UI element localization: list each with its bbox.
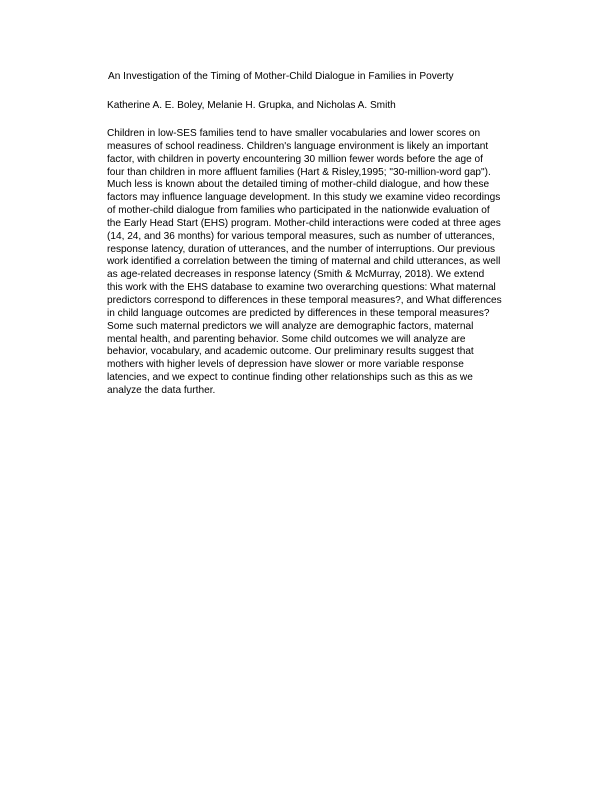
abstract-line: analyze the data further. — [107, 384, 216, 396]
abstract-paragraph — [107, 128, 547, 398]
abstract-line: the Early Head Start (EHS) program. Mother-child interactions were coded at three ages — [107, 217, 501, 229]
abstract-line: measures of school readiness. Children's language environment is likely an important — [107, 140, 489, 152]
abstract-line: mental health, and parenting behavior. Some child outcomes we will analyze are — [107, 333, 466, 345]
abstract-line: Much less is known about the detailed timing of mother-child dialogue, and how these — [107, 179, 490, 191]
abstract-line: work identified a correlation between the timing of maternal and child utterances, as well — [107, 256, 501, 268]
abstract-line: latencies, and we expect to continue finding other relationships such as this as we — [107, 372, 473, 384]
abstract-line: this work with the EHS database to examine two overarching questions: What maternal — [107, 282, 496, 294]
abstract-line: in child language outcomes are predicted by differences in these temporal measures? — [107, 307, 490, 319]
abstract-line: response latency, duration of utterances, and the number of interruptions. Our previous — [107, 243, 496, 255]
abstract-line: factor, with children in poverty encountering 30 million fewer words before the age of — [107, 153, 483, 165]
abstract-line: Children in low-SES families tend to have smaller vocabularies and lower scores on — [107, 128, 481, 139]
abstract-line: behavior, vocabulary, and academic outcome. Our preliminary results suggest that — [107, 346, 474, 358]
abstract-line: mothers with higher levels of depression have slower or more variable response — [107, 359, 464, 371]
abstract-line: Some such maternal predictors we will analyze are demographic factors, maternal — [107, 320, 474, 332]
abstract-line: predictors correspond to differences in these temporal measures?, and What differences — [107, 294, 502, 306]
author-list: Katherine A. E. Boley, Melanie H. Grupka, and Nicholas A. Smith — [107, 100, 396, 111]
abstract-line: factors may influence language development. In this study we examine video recordings — [107, 192, 501, 204]
abstract-line: as age-related decreases in response latency (Smith & McMurray, 2018). We extend — [107, 269, 485, 281]
abstract-line: (14, 24, and 36 months) for various temporal measures, such as number of utterances, — [107, 230, 495, 242]
abstract-line: four than children in more affluent families (Hart & Risley,1995; "30-million-word gap"). — [107, 166, 491, 178]
abstract-line: of mother-child dialogue from families who participated in the nationwide evaluation of — [107, 205, 490, 217]
document-title: An Investigation of the Timing of Mother-Child Dialogue in Families in Poverty — [108, 71, 454, 82]
